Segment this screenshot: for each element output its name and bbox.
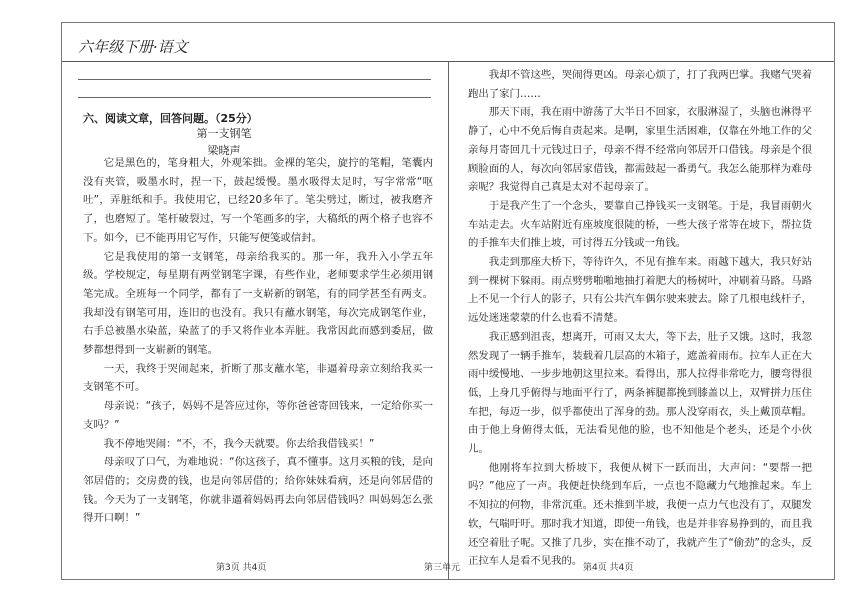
paragraph: 我正感到沮丧，想离开，可雨又太大，等下去，肚子又饿。这时，我忽然发现了一辆手推车，装载着几层高的木箱子，遮盖着雨布。拉车人正在大雨中缓慢地、一步步地朝这里拉来。看得出，那人拉得非常吃力，腰弯得很低，上身几乎俯得与地面平行了，两条裤腿都挽到膝盖以上，双臂拼力压住车把，每迈一步，似乎都使出了浑身的劲。那人没穿雨衣，头上戴顶草帽。由于他上身俯得太低，无法看见他的脸，也不知他是个老头，还是个小伙儿。 (468, 330, 812, 456)
footer-page-right: 第4页 共4页 (583, 563, 634, 573)
paragraph: 我不停地哭闹：“不，不，我今天就要。你去给我借钱买！” (103, 437, 375, 450)
section-heading: 六、阅读文章，回答问题。（25分） (83, 112, 258, 125)
article-title: 第一支钢笔 (196, 127, 252, 140)
paragraph: 我却不管这些，哭闹得更凶。母亲心烦了，打了我两巴掌。我赌气哭着跑出了家门…… (468, 69, 812, 100)
page-header-title: 六年级下册·语文 (78, 38, 188, 56)
paragraph: 母亲叹了口气，为难地说：“你这孩子，真不懂事。这月买粮的钱，是向邻居借的；交房费的钱，也是向邻居借的；给你妹妹看病，还是向邻居借的钱。今天为了一支钢笔，你就非逼着妈妈再去向邻居借钱吗？叫妈妈怎么张得开口啊！” (83, 456, 433, 525)
answer-line (78, 97, 431, 98)
paragraph: 那天下雨，我在雨中游荡了大半日不回家，衣服淋湿了，头脑也淋得平静了，心中不免后悔自责起来。是啊，家里生活困难，仅靠在外地工作的父亲每月寄回几十元钱过日子，母亲不得不经常向邻居开口借钱。母亲是个很顾脸面的人，每次向邻居家借钱，都需鼓起一番勇气。我怎么能那样为难母亲呢？我觉得自己真是太对不起母亲了。 (468, 106, 812, 194)
paragraph: 它是我使用的第一支钢笔，母亲给我买的。那一年，我升入小学五年级。学校规定，每星期有两堂钢笔字课，有些作业，老师要求学生必须用钢笔完成。全班每一个同学，都有了一支崭新的钢笔，有的同学甚至有两支。我却没有钢笔可用，连旧的也没有。我只有蘸水钢笔，每次完成钢笔作业，右手总被墨水染蓝，染蓝了的手又将作业本弄脏。我常因此而感到委屈，做梦都想得到一支崭新的钢笔。 (83, 250, 433, 357)
left-column (83, 154, 433, 528)
paragraph: 他刚将车拉到大桥坡下，我便从树下一跃而出，大声问：“要帮一把吗？”他应了一声。我便赶快绕到车后，一点也不隐藏力气地推起来。车上不知拉的何物，非常沉重。还未推到半坡，我便一点力气也没有了，双腿发软，气喘吁吁。那时我才知道，即使一角钱，也是并非容易挣到的，而且我还空着肚子呢。又推了几步，实在推不动了，我就产生了“偷劲”的念头，反正拉车人是看不见我的。 (468, 461, 812, 568)
column-divider (448, 62, 449, 580)
paragraph: 我走到那座大桥下，等待许久，不见有推车来。雨越下越大，我只好站到一棵树下躲雨。雨点劈劈啪啪地抽打着肥大的杨树叶，冲刷着马路。马路上不见一个行人的影子，只有公共汽车偶尔驶来驶去。除了几根电线杆子，远处迷迷蒙蒙的什么也看不清楚。 (468, 256, 812, 325)
paragraph: 母亲说：“孩子，妈妈不是答应过你，等你爸爸寄回钱来，一定给你买一支吗？” (83, 400, 433, 431)
paragraph: 于是我产生了一个念头，要靠自己挣钱买一支钢笔。于是，我冒雨朝火车站走去。火车站附近有座坡度很陡的桥，一些大孩子常等在坡下，帮拉货的手推车夫们推上坡，可讨得五分钱或一角钱。 (468, 199, 812, 250)
paragraph: 它是黑色的，笔身粗大，外观笨拙。金裸的笔尖，旋拧的笔帽，笔囊内没有夹管，吸墨水时，捏一下，鼓起缓慢。墨水吸得太足时，写字常常“呕吐”，弄脏纸和手。我使用它，已经20多年了。笔尖劈过，断过，被我磨齐了，也磨短了。笔杆破裂过，写一个笔画多的字，大稿纸的两个格子也容不下。如今，已不能再用它写作，只能写便笺或信封。 (83, 157, 433, 244)
right-column (468, 66, 812, 571)
answer-line (78, 79, 431, 80)
paragraph: 一天，我终于哭闹起来，折断了那支蘸水笔，非逼着母亲立刻给我买一支钢笔不可。 (83, 362, 433, 394)
footer-page-left: 第3页 共4页 (216, 563, 267, 573)
footer-unit: 第三单元 (424, 563, 461, 573)
article-author: 梁晓声 (207, 144, 241, 157)
